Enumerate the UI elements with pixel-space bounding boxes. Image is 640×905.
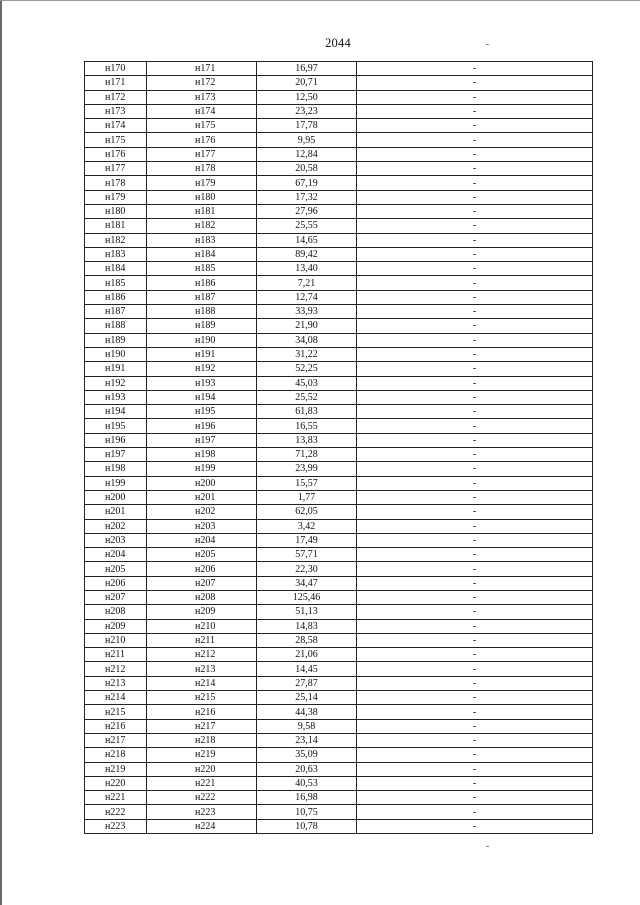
cell-length: 40,53 [257,776,357,790]
cell-note: - [357,204,593,218]
cell-to-point: н218 [147,733,257,747]
cell-length: 13,40 [257,262,357,276]
table-row [85,104,593,118]
table-row [85,204,593,218]
cell-from-point: н186 [85,290,147,304]
table-row [85,119,593,133]
cell-from-point: н191 [85,362,147,376]
cell-note: - [357,590,593,604]
table-row [85,90,593,104]
cell-note: - [357,433,593,447]
cell-from-point: н204 [85,548,147,562]
table-row [85,791,593,805]
cell-to-point: н179 [147,176,257,190]
cell-note: - [357,619,593,633]
scan-speck [486,44,489,45]
cell-length: 17,32 [257,190,357,204]
cell-note: - [357,104,593,118]
cell-to-point: н211 [147,633,257,647]
cell-length: 17,49 [257,533,357,547]
cell-to-point: н188 [147,305,257,319]
cell-length: 12,84 [257,147,357,161]
cell-to-point: н184 [147,247,257,261]
cell-from-point: н195 [85,419,147,433]
cell-length: 61,83 [257,405,357,419]
cell-note: - [357,376,593,390]
cell-from-point: н173 [85,104,147,118]
cell-to-point: н173 [147,90,257,104]
table-row [85,619,593,633]
cell-to-point: н175 [147,119,257,133]
cell-to-point: н191 [147,347,257,361]
cell-from-point: н213 [85,676,147,690]
cell-to-point: н200 [147,476,257,490]
cell-from-point: н216 [85,719,147,733]
cell-note: - [357,648,593,662]
cell-note: - [357,276,593,290]
cell-note: - [357,390,593,404]
cell-length: 89,42 [257,247,357,261]
cell-length: 35,09 [257,748,357,762]
cell-from-point: н189 [85,333,147,347]
cell-from-point: н212 [85,662,147,676]
cell-to-point: н220 [147,762,257,776]
cell-from-point: н193 [85,390,147,404]
table-row [85,62,593,76]
cell-length: 21,06 [257,648,357,662]
cell-to-point: н208 [147,590,257,604]
cell-from-point: н198 [85,462,147,476]
cell-note: - [357,176,593,190]
cell-from-point: н194 [85,405,147,419]
table-row [85,548,593,562]
cell-note: - [357,305,593,319]
cell-note: - [357,548,593,562]
cell-to-point: н209 [147,605,257,619]
cell-length: 31,22 [257,347,357,361]
cell-length: 52,25 [257,362,357,376]
cell-length: 23,14 [257,733,357,747]
cell-length: 20,58 [257,162,357,176]
cell-to-point: н185 [147,262,257,276]
cell-length: 67,19 [257,176,357,190]
cell-length: 9,95 [257,133,357,147]
table-row [85,219,593,233]
cell-note: - [357,490,593,504]
table-row [85,533,593,547]
cell-note: - [357,805,593,819]
cell-from-point: н199 [85,476,147,490]
cell-from-point: н171 [85,76,147,90]
cell-length: 23,23 [257,104,357,118]
cell-from-point: н201 [85,505,147,519]
cell-length: 15,57 [257,476,357,490]
cell-to-point: н195 [147,405,257,419]
cell-length: 22,30 [257,562,357,576]
cell-from-point: н190 [85,347,147,361]
cell-to-point: н181 [147,204,257,218]
cell-to-point: н201 [147,490,257,504]
cell-note: - [357,462,593,476]
cell-to-point: н197 [147,433,257,447]
cell-from-point: н181 [85,219,147,233]
page-edge-top [0,0,640,1]
table-row [85,590,593,604]
cell-length: 28,58 [257,633,357,647]
cell-to-point: н196 [147,419,257,433]
cell-to-point: н183 [147,233,257,247]
cell-from-point: н185 [85,276,147,290]
cell-to-point: н204 [147,533,257,547]
cell-from-point: н220 [85,776,147,790]
cell-to-point: н199 [147,462,257,476]
cell-to-point: н192 [147,362,257,376]
cell-note: - [357,448,593,462]
cell-to-point: н213 [147,662,257,676]
cell-length: 27,96 [257,204,357,218]
table-row [85,562,593,576]
table-row [85,605,593,619]
cell-length: 57,71 [257,548,357,562]
cell-to-point: н172 [147,76,257,90]
cell-length: 10,75 [257,805,357,819]
cell-from-point: н222 [85,805,147,819]
cell-note: - [357,62,593,76]
cell-length: 7,21 [257,276,357,290]
table-row [85,748,593,762]
table-row [85,448,593,462]
cell-length: 20,71 [257,76,357,90]
cell-from-point: н188 [85,319,147,333]
cell-length: 16,97 [257,62,357,76]
cell-from-point: н184 [85,262,147,276]
cell-length: 44,38 [257,705,357,719]
cell-note: - [357,247,593,261]
cell-length: 10,78 [257,819,357,833]
cell-note: - [357,819,593,833]
cell-length: 25,55 [257,219,357,233]
cell-to-point: н219 [147,748,257,762]
cell-from-point: н203 [85,533,147,547]
table-row [85,633,593,647]
table-row [85,319,593,333]
cell-from-point: н221 [85,791,147,805]
cell-to-point: н214 [147,676,257,690]
scan-speck [486,846,489,847]
cell-note: - [357,719,593,733]
table-body [85,62,593,834]
table-row [85,719,593,733]
table-row [85,462,593,476]
table-row [85,691,593,705]
cell-note: - [357,190,593,204]
table-row [85,490,593,504]
cell-length: 21,90 [257,319,357,333]
cell-from-point: н200 [85,490,147,504]
cell-to-point: н178 [147,162,257,176]
cell-length: 13,83 [257,433,357,447]
cell-to-point: н190 [147,333,257,347]
cell-note: - [357,419,593,433]
cell-note: - [357,262,593,276]
page-edge-left [0,0,2,905]
cell-length: 45,03 [257,376,357,390]
table-row [85,476,593,490]
cell-from-point: н178 [85,176,147,190]
table-row [85,305,593,319]
cell-to-point: н206 [147,562,257,576]
cell-note: - [357,405,593,419]
cell-length: 51,13 [257,605,357,619]
cell-note: - [357,791,593,805]
cell-from-point: н202 [85,519,147,533]
cell-to-point: н210 [147,619,257,633]
cell-note: - [357,705,593,719]
cell-length: 25,52 [257,390,357,404]
cell-from-point: н196 [85,433,147,447]
table-row [85,733,593,747]
cell-from-point: н205 [85,562,147,576]
table-row [85,676,593,690]
cell-note: - [357,605,593,619]
table-row [85,376,593,390]
cell-from-point: н208 [85,605,147,619]
cell-note: - [357,119,593,133]
cell-to-point: н224 [147,819,257,833]
cell-to-point: н216 [147,705,257,719]
cell-note: - [357,133,593,147]
table-row [85,147,593,161]
cell-to-point: н217 [147,719,257,733]
table-row [85,190,593,204]
cell-length: 33,93 [257,305,357,319]
cell-length: 14,45 [257,662,357,676]
cell-to-point: н194 [147,390,257,404]
cell-to-point: н182 [147,219,257,233]
table-row [85,805,593,819]
cell-from-point: н206 [85,576,147,590]
coordinates-table [84,61,593,834]
table-row [85,76,593,90]
cell-to-point: н193 [147,376,257,390]
cell-note: - [357,633,593,647]
cell-to-point: н205 [147,548,257,562]
table-row [85,776,593,790]
table-row [85,362,593,376]
table-row [85,162,593,176]
cell-from-point: н215 [85,705,147,719]
cell-from-point: н211 [85,648,147,662]
cell-note: - [357,691,593,705]
cell-length: 25,14 [257,691,357,705]
cell-length: 1,77 [257,490,357,504]
cell-from-point: н177 [85,162,147,176]
table-row [85,276,593,290]
cell-length: 12,74 [257,290,357,304]
cell-from-point: н179 [85,190,147,204]
cell-to-point: н215 [147,691,257,705]
cell-from-point: н175 [85,133,147,147]
page-number: 2044 [325,36,351,50]
table-row [85,390,593,404]
table-row [85,505,593,519]
cell-to-point: н177 [147,147,257,161]
cell-to-point: н171 [147,62,257,76]
cell-note: - [357,219,593,233]
cell-length: 17,78 [257,119,357,133]
cell-to-point: н203 [147,519,257,533]
cell-from-point: н197 [85,448,147,462]
cell-length: 20,63 [257,762,357,776]
cell-length: 71,28 [257,448,357,462]
cell-to-point: н189 [147,319,257,333]
table-row [85,662,593,676]
cell-note: - [357,362,593,376]
cell-length: 27,87 [257,676,357,690]
table-row [85,648,593,662]
table-row [85,347,593,361]
cell-length: 62,05 [257,505,357,519]
table-row [85,576,593,590]
table-row [85,247,593,261]
cell-note: - [357,233,593,247]
cell-from-point: н170 [85,62,147,76]
cell-note: - [357,676,593,690]
cell-note: - [357,290,593,304]
table-row [85,519,593,533]
cell-to-point: н223 [147,805,257,819]
cell-note: - [357,576,593,590]
cell-from-point: н176 [85,147,147,161]
cell-to-point: н202 [147,505,257,519]
cell-length: 14,83 [257,619,357,633]
table-row [85,176,593,190]
table-row [85,333,593,347]
cell-from-point: н219 [85,762,147,776]
cell-from-point: н210 [85,633,147,647]
cell-from-point: н187 [85,305,147,319]
cell-from-point: н183 [85,247,147,261]
cell-note: - [357,319,593,333]
cell-note: - [357,90,593,104]
cell-length: 16,98 [257,791,357,805]
cell-from-point: н180 [85,204,147,218]
table-row [85,819,593,833]
cell-note: - [357,748,593,762]
cell-length: 34,08 [257,333,357,347]
cell-to-point: н187 [147,290,257,304]
cell-length: 3,42 [257,519,357,533]
cell-note: - [357,76,593,90]
cell-to-point: н212 [147,648,257,662]
cell-to-point: н176 [147,133,257,147]
cell-from-point: н174 [85,119,147,133]
cell-note: - [357,662,593,676]
table-row [85,290,593,304]
table-row [85,262,593,276]
cell-to-point: н180 [147,190,257,204]
cell-from-point: н209 [85,619,147,633]
cell-to-point: н222 [147,791,257,805]
cell-from-point: н223 [85,819,147,833]
cell-to-point: н186 [147,276,257,290]
cell-length: 125,46 [257,590,357,604]
cell-note: - [357,476,593,490]
table-row [85,405,593,419]
cell-from-point: н217 [85,733,147,747]
table-row [85,419,593,433]
cell-to-point: н221 [147,776,257,790]
table-row [85,133,593,147]
cell-length: 23,99 [257,462,357,476]
cell-note: - [357,776,593,790]
cell-from-point: н207 [85,590,147,604]
cell-note: - [357,147,593,161]
cell-length: 14,65 [257,233,357,247]
cell-from-point: н182 [85,233,147,247]
cell-note: - [357,762,593,776]
cell-length: 16,55 [257,419,357,433]
cell-to-point: н207 [147,576,257,590]
cell-from-point: н172 [85,90,147,104]
cell-note: - [357,162,593,176]
cell-to-point: н198 [147,448,257,462]
cell-note: - [357,505,593,519]
cell-length: 9,58 [257,719,357,733]
cell-from-point: н192 [85,376,147,390]
cell-length: 34,47 [257,576,357,590]
table-row [85,762,593,776]
table-row [85,433,593,447]
cell-note: - [357,333,593,347]
cell-to-point: н174 [147,104,257,118]
cell-note: - [357,562,593,576]
table-row [85,233,593,247]
cell-from-point: н214 [85,691,147,705]
table-row [85,705,593,719]
cell-length: 12,50 [257,90,357,104]
cell-note: - [357,519,593,533]
cell-note: - [357,733,593,747]
cell-note: - [357,533,593,547]
cell-from-point: н218 [85,748,147,762]
cell-note: - [357,347,593,361]
